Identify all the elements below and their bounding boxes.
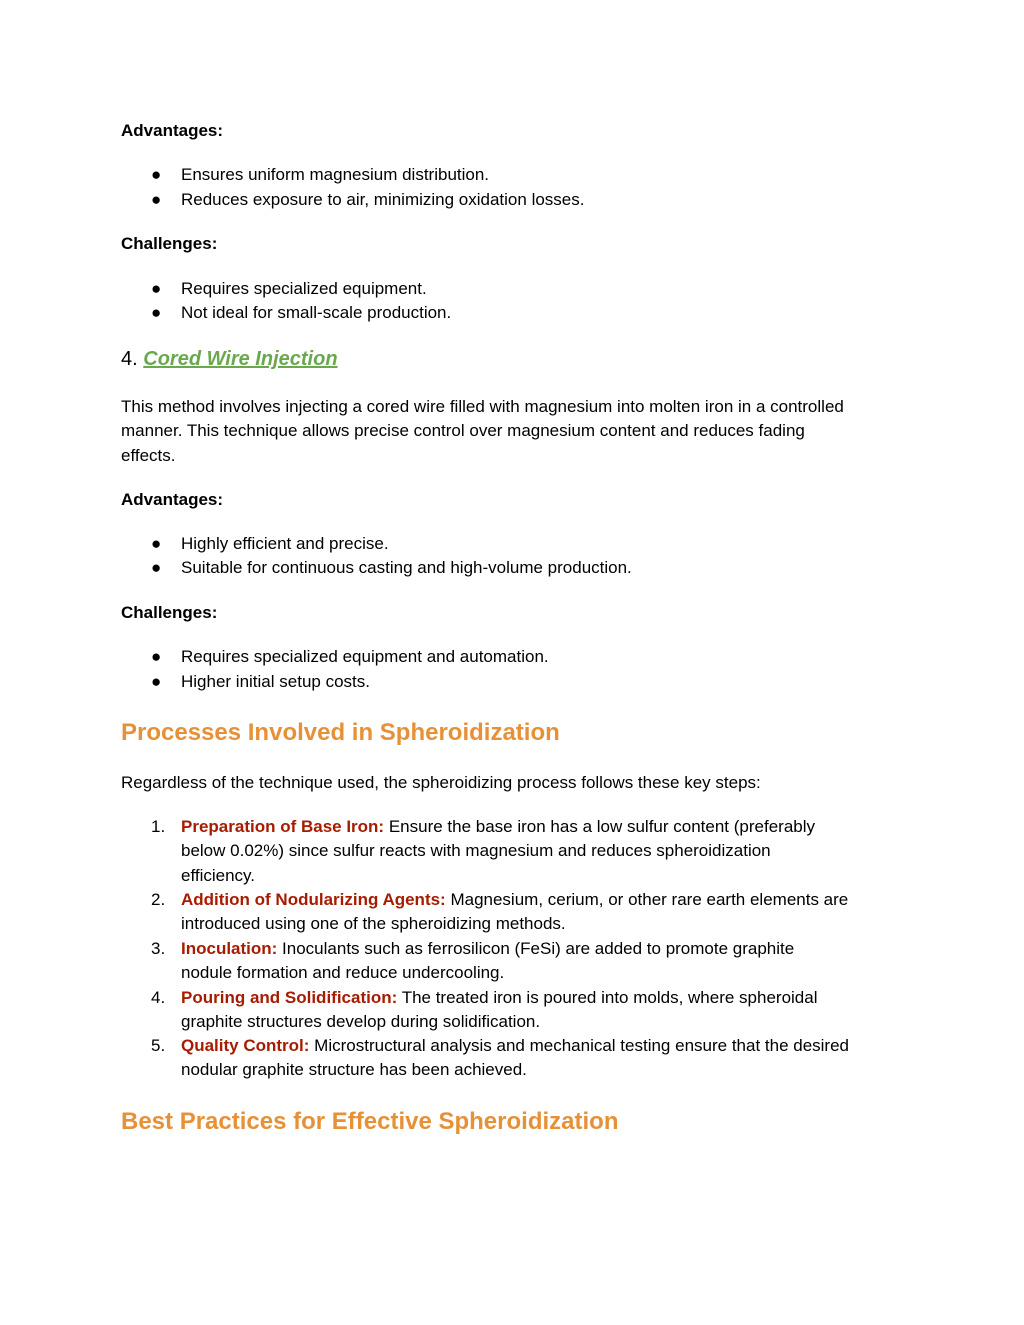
bullet-icon: ● — [151, 647, 162, 666]
list-item: ● Requires specialized equipment and automation. — [151, 645, 549, 669]
advantages-label: Advantages: — [121, 490, 224, 509]
cored-wire-injection-link[interactable]: Cored Wire Injection — [143, 348, 338, 370]
processes-heading: Processes Involved in Spheroidization — [121, 719, 560, 746]
section4-paragraph: This method involves injecting a cored wire filled with magnesium into molten iron in a controlled manner. This technique allows precise control over magnesium content and reduces fading effects. — [121, 397, 844, 465]
bullet-icon: ● — [151, 190, 162, 209]
bullet-icon: ● — [151, 279, 162, 298]
list-item: ● Highly efficient and precise. — [151, 532, 389, 556]
list-item: ● Ensures uniform magnesium distribution. — [151, 163, 489, 187]
processes-intro: Regardless of the technique used, the spheroidizing process follows these key steps: — [121, 773, 761, 792]
best-practices-heading: Best Practices for Effective Spheroidization — [121, 1108, 619, 1135]
bullet-icon: ● — [151, 165, 162, 184]
section-heading-cored-wire: 4. Cored Wire Injection — [121, 348, 338, 370]
list-item: ● Requires specialized equipment. — [151, 277, 427, 301]
document-page: Advantages: ● Ensures uniform magnesium distribution. ● Reduces exposure to air, minimizing oxidation losses. Challenges: ● Requires specialized equipment. ● Not ideal for small-scale production. 4. Cored Wire Injection This method involves injecting a cored wire filled with magnesium into molten iron in a controlled manner. This technique allows precise control over magnesium content and reduces fading effects. Advantages: ● Highly efficient and precise. ● Suitable for continuous casting and high-volume production. Challenges: ● Requires specialized equipment and automation. ● Higher initial setup costs. Processes Involved in Spheroidization Regardless of the technique used, the spheroidizing process follows these key steps: 1. Preparation of Base Iron: Ensure the base iron has a low sulfur content (preferably below 0.02%) since sulfur reacts with magnesium and reduces spheroidization efficiency. 2. Addition of Nodularizing Agents: Magnesium, cerium, or other rare earth elements are introduced using one of the spheroidizing methods. 3. Inoculation: Inoculants such as ferrosilicon (FeSi) are added to promote graphite nodule formation and reduce undercooling. 4. Pouring and Solidification: The treated iron is poured into molds, where spheroidal graphite structures develop during solidification. 5. Quality Control: Microstructural analysis and mechanical testing ensure that the desired nodular graphite structure has been achieved. Best Practices for Effective Spheroidization — [0, 0, 1024, 1325]
step-term: Preparation of Base Iron: — [181, 817, 385, 836]
challenges-label: Challenges: — [121, 603, 218, 622]
challenges-label: Challenges: — [121, 234, 218, 253]
bullet-icon: ● — [151, 303, 162, 322]
step-term: Inoculation: — [181, 939, 278, 958]
step-term: Quality Control: — [181, 1036, 310, 1055]
bullet-icon: ● — [151, 672, 162, 691]
list-item: ● Reduces exposure to air, minimizing oxidation losses. — [151, 188, 584, 212]
step-term: Addition of Nodularizing Agents: — [181, 890, 446, 909]
bullet-icon: ● — [151, 534, 162, 553]
list-item: ● Higher initial setup costs. — [151, 670, 370, 694]
list-item: ● Not ideal for small-scale production. — [151, 301, 451, 325]
bullet-icon: ● — [151, 558, 162, 577]
list-item: ● Suitable for continuous casting and high-volume production. — [151, 556, 632, 580]
step-term: Pouring and Solidification: — [181, 988, 398, 1007]
advantages-label: Advantages: — [121, 121, 224, 140]
